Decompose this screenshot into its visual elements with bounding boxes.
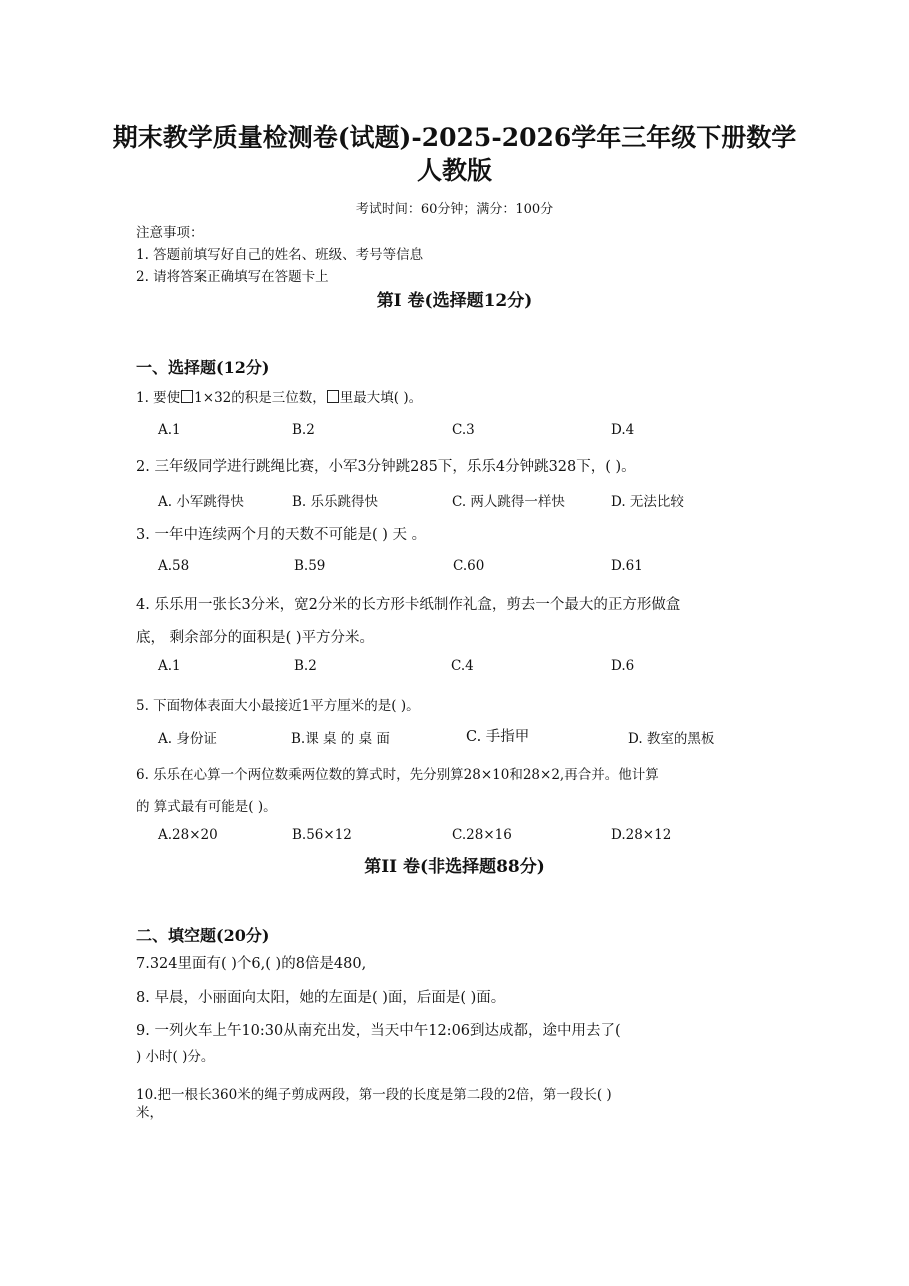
q6-option-b[interactable]: B.56×12: [292, 827, 352, 843]
question-1-text-c: 里最大填( )。: [339, 390, 423, 406]
q1-option-a[interactable]: A.1: [158, 422, 181, 438]
question-10-line2: 米，: [136, 1105, 163, 1121]
question-6-line1: 6. 乐乐在心算一个两位数乘两位数的算式时，先分别算28×10和28×2,再合并。他计算: [136, 767, 659, 783]
q4-option-c[interactable]: C.4: [451, 658, 474, 674]
question-2: 2. 三年级同学进行跳绳比赛，小军3分钟跳285下，乐乐4分钟跳328下，( )。: [136, 459, 636, 475]
q5-option-d[interactable]: D. 教室的黑板: [628, 731, 715, 747]
q4-option-d[interactable]: D.6: [611, 658, 635, 674]
question-6-line2: 的 算式最有可能是( )。: [136, 799, 277, 815]
question-9-line2: ) 小时( )分。: [136, 1049, 215, 1065]
section1-heading: 一、选择题(12分): [136, 358, 270, 377]
question-4-line1: 4. 乐乐用一张长3分米，宽2分米的长方形卡纸制作礼盒，剪去一个最大的正方形做盒: [136, 597, 681, 613]
q2-option-c[interactable]: C. 两人跳得一样快: [452, 494, 565, 510]
notes-item-1: 1. 答题前填写好自己的姓名、班级、考号等信息: [136, 247, 424, 263]
q4-option-b[interactable]: B.2: [294, 658, 317, 674]
question-1-text-b: 1×32的积是三位数，: [194, 390, 326, 406]
question-5: 5. 下面物体表面大小最接近1平方厘米的是( )。: [136, 698, 420, 714]
volume1-title: 第Ⅰ 卷(选择题12分): [376, 291, 533, 311]
question-1: [136, 386, 422, 406]
q3-option-a[interactable]: A.58: [158, 558, 190, 574]
notes-item-2: 2. 请将答案正确填写在答题卡上: [136, 269, 329, 285]
notes-heading: 注意事项：: [136, 225, 204, 241]
q5-option-a[interactable]: A. 身份证: [158, 731, 217, 747]
blank-square-icon: [181, 390, 193, 403]
q4-option-a[interactable]: A.1: [158, 658, 181, 674]
question-9-line1: 9. 一列火车上午10:30从南充出发，当天中午12:06到达成都，途中用去了(: [136, 1023, 621, 1039]
q6-option-a[interactable]: A.28×20: [158, 827, 218, 843]
q3-option-b[interactable]: B.59: [294, 558, 326, 574]
question-7: 7.324里面有( )个6,( )的8倍是480,: [136, 956, 367, 972]
exam-title-line1: 期末教学质量检测卷(试题)-2025-2026学年三年级下册数学: [112, 123, 797, 152]
question-8: 8. 早晨，小丽面向太阳，她的左面是( )面，后面是( )面。: [136, 990, 506, 1006]
q1-option-c[interactable]: C.3: [452, 422, 475, 438]
q2-option-d[interactable]: D. 无法比较: [611, 494, 684, 510]
question-10-line1: 10.把一根长360米的绳子剪成两段，第一段的长度是第二段的2倍，第一段长( ): [136, 1087, 612, 1103]
q5-option-c[interactable]: C. 手指甲: [466, 729, 530, 745]
q5-option-b[interactable]: B.课 桌 的 桌 面: [291, 731, 390, 747]
exam-info: 考试时间：60分钟；满分：100分: [355, 202, 554, 217]
question-1-text-a: 1. 要使: [136, 390, 181, 406]
q2-option-b[interactable]: B. 乐乐跳得快: [292, 494, 379, 510]
q6-option-d[interactable]: D.28×12: [611, 827, 672, 843]
q6-option-c[interactable]: C.28×16: [452, 827, 512, 843]
q2-option-a[interactable]: A. 小军跳得快: [158, 494, 244, 510]
q3-option-d[interactable]: D.61: [611, 558, 643, 574]
q3-option-c[interactable]: C.60: [453, 558, 485, 574]
q1-option-d[interactable]: D.4: [611, 422, 635, 438]
volume2-title: 第II 卷(非选择题88分): [364, 857, 545, 877]
section2-heading: 二、填空题(20分): [136, 926, 270, 945]
question-4-line2: 底， 剩余部分的面积是( )平方分米。: [136, 630, 375, 646]
blank-square-icon: [327, 390, 339, 403]
question-3: 3. 一年中连续两个月的天数不可能是( ) 天 。: [136, 527, 427, 543]
exam-title-line2: 人教版: [416, 156, 492, 185]
q1-option-b[interactable]: B.2: [292, 422, 315, 438]
